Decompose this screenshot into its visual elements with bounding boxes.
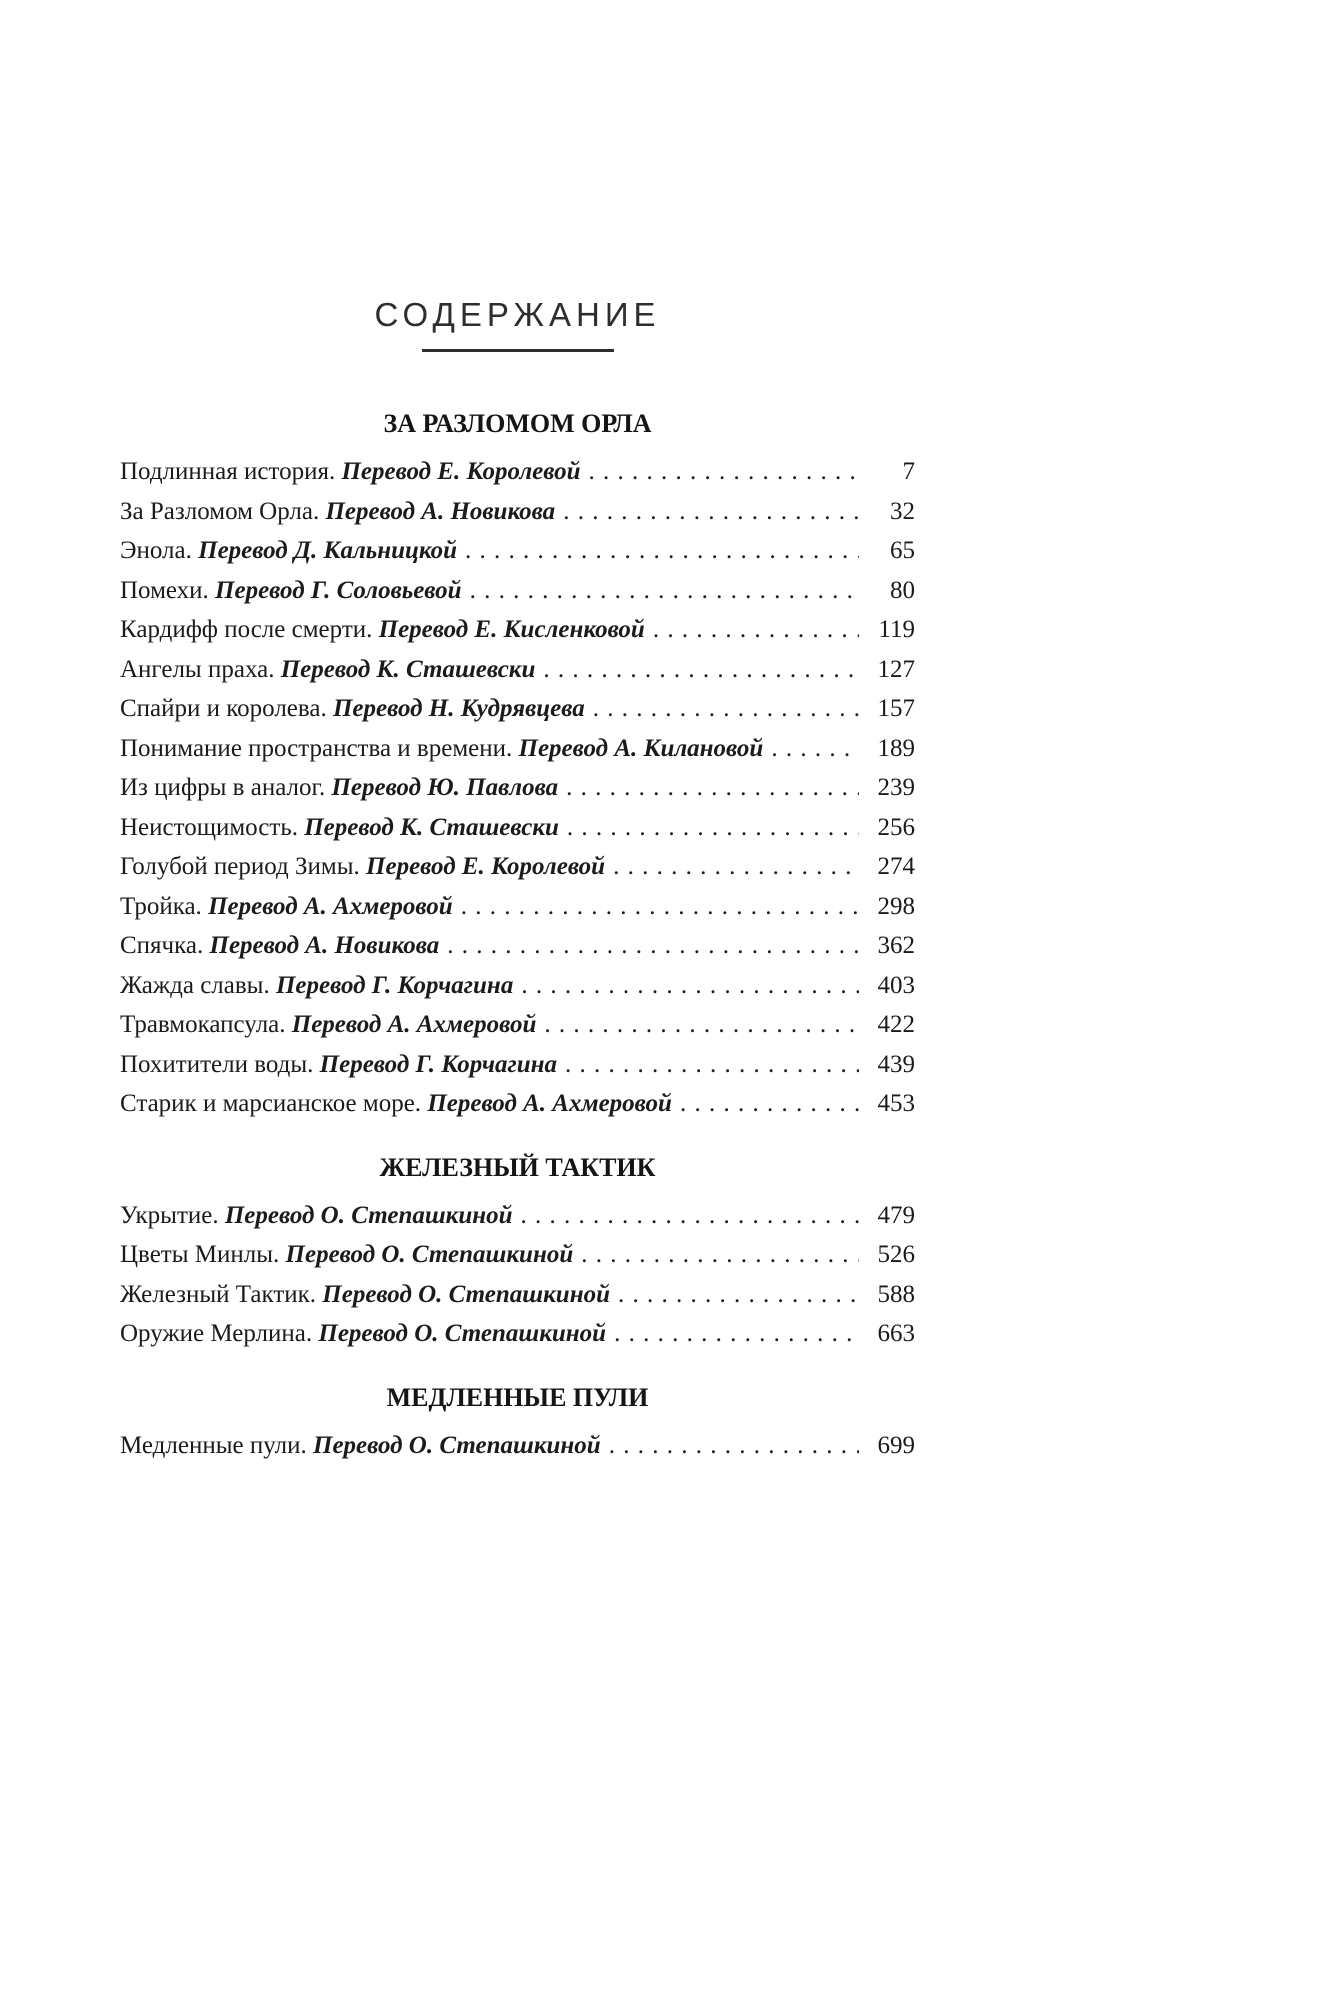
toc-entry	[120, 926, 915, 966]
page-title: СОДЕРЖАНИЕ	[374, 296, 661, 333]
toc-section	[120, 408, 915, 1124]
section-entries	[120, 1196, 915, 1354]
dot-leader	[461, 887, 859, 927]
entry-text	[120, 1196, 513, 1236]
entry-translator: Перевод А. Ахмеровой	[427, 1090, 672, 1118]
toc-entry	[120, 1045, 915, 1085]
entry-translator: Перевод Н. Кудрявцева	[332, 695, 585, 723]
entry-title: Понимание пространства и времени.	[120, 734, 513, 762]
entry-text	[120, 808, 559, 848]
entry-text	[120, 689, 585, 729]
entry-translator: Перевод Г. Корчагина	[319, 1050, 558, 1078]
dot-leader	[589, 452, 860, 492]
entry-translator: Перевод Е. Кисленковой	[378, 616, 645, 644]
entry-page-number: 80	[890, 576, 915, 604]
section-heading: МЕДЛЕННЫЕ ПУЛИ	[386, 1382, 649, 1412]
entry-title: Энола.	[120, 537, 192, 565]
entry-text	[120, 1084, 672, 1124]
toc-entry	[120, 531, 915, 571]
dot-leader	[544, 1005, 859, 1045]
entry-page-number: 256	[877, 813, 915, 841]
toc-entry	[120, 1196, 915, 1236]
toc-sections	[120, 408, 915, 1466]
entry-text	[120, 571, 462, 611]
entry-translator: Перевод О. Степашкиной	[318, 1320, 607, 1348]
dot-leader	[521, 1196, 859, 1236]
entry-translator: Перевод О. Степашкиной	[285, 1241, 574, 1269]
entry-title: Подлинная история.	[120, 458, 336, 486]
entry-page-number: 239	[877, 774, 915, 802]
entry-translator: Перевод Д. Кальницкой	[198, 537, 458, 565]
entry-page-number: 479	[877, 1201, 915, 1229]
entry-page-number: 274	[877, 853, 915, 881]
entry-translator: Перевод Е. Королевой	[366, 853, 606, 881]
entry-page-number: 422	[877, 1011, 915, 1039]
dot-leader	[465, 531, 859, 571]
entry-translator: Перевод А. Килановой	[518, 734, 764, 762]
entry-text	[120, 1235, 573, 1275]
entry-text	[120, 1005, 536, 1045]
dot-leader	[566, 768, 859, 808]
dot-leader	[593, 689, 859, 729]
toc-entry	[120, 650, 915, 690]
entry-text	[120, 492, 555, 532]
toc-entry	[120, 1084, 915, 1124]
entry-text	[120, 729, 763, 769]
entry-page-number: 7	[902, 458, 915, 486]
dot-leader	[563, 492, 859, 532]
entry-text	[120, 966, 513, 1006]
dot-leader	[447, 926, 859, 966]
entry-text	[120, 926, 439, 966]
entry-translator: Перевод Е. Королевой	[341, 458, 581, 486]
entry-page-number: 119	[878, 616, 915, 644]
entry-page-number: 453	[877, 1090, 915, 1118]
entry-text	[120, 531, 457, 571]
entry-title: Цветы Минлы.	[120, 1241, 280, 1269]
dot-leader	[771, 729, 859, 769]
entry-translator: Перевод Ю. Павлова	[331, 774, 559, 802]
entry-title: За Разломом Орла.	[120, 497, 320, 525]
toc-entry	[120, 610, 915, 650]
entry-title: Железный Тактик.	[120, 1280, 317, 1308]
entry-title: Из цифры в аналог.	[120, 774, 326, 802]
entry-text	[120, 887, 453, 927]
entry-title: Спайри и королева.	[120, 695, 327, 723]
entry-page-number: 362	[877, 932, 915, 960]
dot-leader	[567, 808, 859, 848]
toc-entry	[120, 1275, 915, 1315]
entry-page-number: 439	[877, 1050, 915, 1078]
dot-leader	[543, 650, 859, 690]
entry-title: Старик и марсианское море.	[120, 1090, 422, 1118]
dot-leader	[565, 1045, 859, 1085]
toc-entry	[120, 492, 915, 532]
entry-text	[120, 1314, 606, 1354]
section-entries	[120, 452, 915, 1124]
toc-entry	[120, 571, 915, 611]
entry-translator: Перевод К. Сташевски	[304, 813, 559, 841]
dot-leader	[614, 1314, 859, 1354]
toc-entry	[120, 452, 915, 492]
toc-entry	[120, 966, 915, 1006]
entry-page-number: 189	[877, 734, 915, 762]
entry-translator: Перевод Г. Корчагина	[275, 971, 514, 999]
section-entries	[120, 1426, 915, 1466]
entry-page-number: 588	[877, 1280, 915, 1308]
entry-text	[120, 768, 558, 808]
entry-title: Укрытие.	[120, 1201, 219, 1229]
toc-entry	[120, 847, 915, 887]
entry-page-number: 127	[877, 655, 915, 683]
dot-leader	[613, 847, 859, 887]
dot-leader	[653, 610, 859, 650]
entry-text	[120, 1426, 601, 1466]
entry-page-number: 298	[877, 892, 915, 920]
dot-leader	[470, 571, 859, 611]
toc-section	[120, 1382, 915, 1466]
section-heading: ЖЕЛЕЗНЫЙ ТАКТИК	[379, 1152, 656, 1182]
entry-title: Спячка.	[120, 932, 204, 960]
entry-translator: Перевод О. Степашкиной	[322, 1280, 610, 1308]
entry-text	[120, 650, 535, 690]
entry-page-number: 157	[877, 695, 915, 723]
entry-title: Медленные пули.	[120, 1432, 307, 1460]
toc-entry	[120, 729, 915, 769]
entry-text	[120, 1045, 557, 1085]
entry-title: Жажда славы.	[120, 971, 270, 999]
entry-title: Оружие Мерлина.	[120, 1320, 313, 1348]
toc-entry	[120, 808, 915, 848]
entry-page-number: 699	[877, 1432, 915, 1460]
entry-title: Неистощимость.	[120, 813, 298, 841]
toc-entry	[120, 1426, 915, 1466]
dot-leader	[521, 966, 859, 1006]
entry-translator: Перевод Г. Соловьевой	[215, 576, 462, 604]
entry-title: Тройка.	[120, 892, 202, 920]
entry-page-number: 526	[877, 1241, 915, 1269]
entry-text	[120, 610, 645, 650]
entry-title: Кардифф после смерти.	[120, 616, 373, 644]
toc-entry	[120, 689, 915, 729]
toc-entry	[120, 1235, 915, 1275]
dot-leader	[609, 1426, 859, 1466]
entry-translator: Перевод А. Ахмеровой	[208, 892, 453, 920]
entry-text	[120, 452, 581, 492]
entry-translator: Перевод К. Сташевски	[280, 655, 536, 683]
dot-leader	[581, 1235, 859, 1275]
toc-entry	[120, 887, 915, 927]
entry-translator: Перевод А. Новикова	[209, 932, 440, 960]
dot-leader	[618, 1275, 859, 1315]
toc-entry	[120, 1005, 915, 1045]
section-heading: ЗА РАЗЛОМОМ ОРЛА	[383, 409, 652, 438]
dot-leader	[680, 1084, 859, 1124]
entry-title: Голубой период Зимы.	[120, 853, 360, 881]
entry-page-number: 663	[877, 1320, 915, 1348]
entry-page-number: 65	[890, 537, 915, 565]
toc-section	[120, 1152, 915, 1354]
title-rule	[422, 349, 614, 352]
entry-translator: Перевод А. Новикова	[325, 497, 556, 525]
entry-text	[120, 1275, 610, 1315]
entry-title: Травмокапсула.	[120, 1011, 286, 1039]
entry-translator: Перевод А. Ахмеровой	[291, 1011, 537, 1039]
toc-entry	[120, 1314, 915, 1354]
entry-translator: Перевод О. Степашкиной	[224, 1201, 513, 1229]
entry-translator: Перевод О. Степашкиной	[313, 1432, 601, 1460]
entry-title: Помехи.	[120, 576, 209, 604]
entry-page-number: 32	[890, 497, 915, 525]
toc-entry	[120, 768, 915, 808]
entry-page-number: 403	[877, 971, 915, 999]
entry-title: Ангелы праха.	[120, 655, 275, 683]
entry-title: Похитители воды.	[120, 1050, 314, 1078]
entry-text	[120, 847, 605, 887]
